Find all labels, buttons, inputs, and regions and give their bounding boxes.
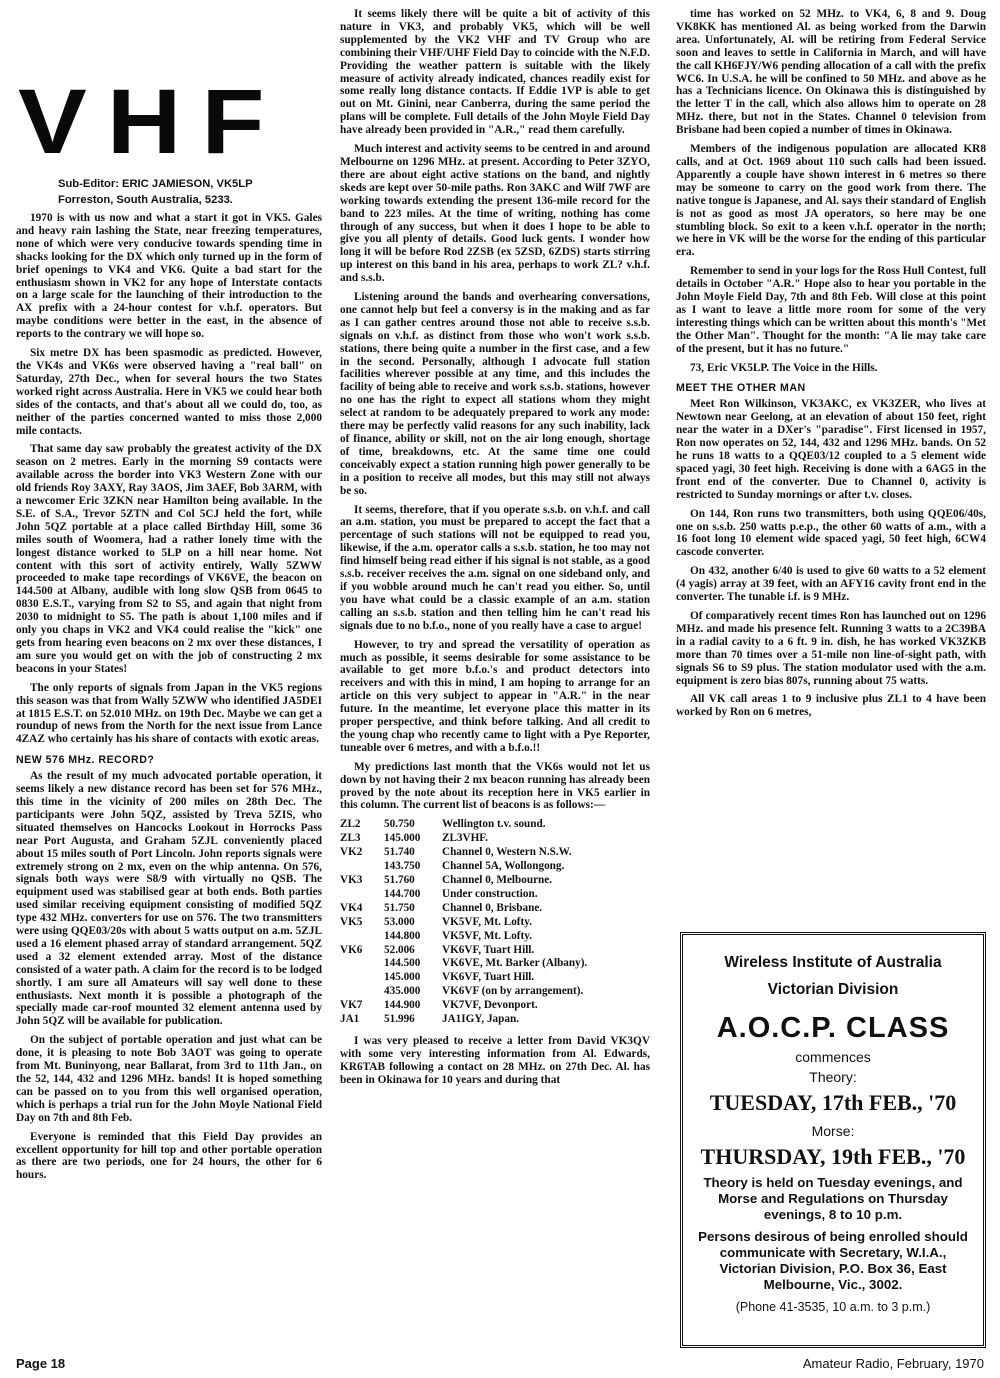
paragraph: Much interest and activity seems to be centred in and around Melbourne on 1296 MHz. at present. According to Peter 3ZYO, there are about eight active stations on the band, and nightly skeds are kept over 50-mile paths. Ron 3AKC and Wilf 7WF are working towards extending the present 136-mile record for the band to 223 miles. At the time of writing, nothing has come through of any success, but when it does I hope to be able to give you all plenty of details. Good luck gents. I wonder how long it will be before Rod 2ZSB (ex 5ZSD, 6ZDS) starts stirring up interest on this band in his area, perhaps to work ZL? v.h.f. and s.s.b.: [340, 143, 650, 285]
beacon-freq: 145.000: [384, 971, 421, 984]
beacon-freq: 51.996: [384, 1013, 415, 1026]
beacon-call: [340, 957, 384, 971]
beacon-freq: 435.000: [384, 985, 421, 998]
beacon-call: [340, 930, 384, 944]
beacon-row: [340, 930, 587, 944]
beacon-call: ZL3: [340, 832, 361, 845]
beacon-row: [340, 888, 587, 902]
beacon-desc: VK6VF, Tuart Hill.: [442, 943, 535, 956]
beacon-row: [340, 1013, 587, 1027]
beacon-row: [340, 985, 587, 999]
beacon-desc: Channel 0, Melbourne.: [442, 874, 553, 886]
paragraph: It seems likely there will be quite a bit of activity of this nature in VK3, and probably VK5, which will be well supplemented by the VK2 VHF and TV Group who are combining their VHF/UHF Field Day to coincide with the N.F.D. Providing the weather pattern is suitable with the likely measure of activity already indicated, chances readily exist for some really long distance contacts. If Eddie 1VP is able to get out on Mt. Ginini, near Canberra, during the same period the plans will be complete. Full details of the John Moyle Field Day have already been provided in "A.R.," read them carefully.: [340, 8, 650, 137]
beacon-row: [340, 846, 587, 860]
paragraph: I was very pleased to receive a letter from David VK3QV with some very interesting information from Al. Edwards, KR6TAB following a contact on 28 MHz. on 27th Dec. Al. has been in Okinawa for 10 years and during that: [340, 1034, 650, 1086]
address-line: Forreston, South Australia, 5233.: [58, 194, 233, 206]
section-heading: MEET THE OTHER MAN: [676, 382, 806, 395]
section-title: VHF: [18, 71, 285, 173]
magazine-issue: Amateur Radio, February, 1970: [802, 1356, 984, 1371]
ad-commences: commences: [795, 1049, 871, 1065]
ad-enrol: Persons desirous of being enrolled should communicate with Secretary, W.I.A., Victorian Division, P.O. Box 36, East Melbourne, Vic., 3002.: [698, 1229, 968, 1292]
paragraph: My predictions last month that the VK6s would not let us down by not having their 2 mx beacon running has already been proved by the note about its reception here in VK5 earlier in this column. The current list of beacons is as follows:—: [340, 760, 650, 812]
beacon-desc: Channel 0, Western N.S.W.: [442, 846, 572, 859]
ad-info: Theory is held on Tuesday evenings, and Morse and Regulations on Thursday evenings, 8 to 10 p.m.: [703, 1175, 963, 1222]
ad-title: A.O.C.P. CLASS: [716, 1012, 950, 1044]
beacon-call: VK5: [340, 915, 363, 928]
beacon-freq: 144.700: [384, 887, 421, 900]
beacon-desc: VK5VF, Mt. Lofty.: [442, 929, 533, 942]
beacon-freq: 145.000: [384, 832, 421, 845]
beacon-desc: VK7VF, Devonport.: [442, 999, 538, 1012]
ad-morse-label: Morse:: [811, 1123, 855, 1139]
column-2: [340, 8, 650, 1362]
ad-theory-date: TUESDAY, 17th FEB., '70: [709, 1090, 957, 1115]
paragraph: The only reports of signals from Japan in the VK5 regions this season was that from Wally 5ZWW who identified JA5DEI at 1815 E.S.T. on 52.010 MHz. on 19th Dec. Maybe we can get a roundup of news from the North for the next issue from Lance 4ZAZ who certainly has his share of contacts with exotic areas.: [16, 681, 322, 746]
beacon-freq: 144.800: [384, 929, 421, 942]
beacon-call: [340, 860, 384, 874]
beacon-freq: 144.900: [384, 999, 421, 1012]
column-3: [676, 8, 986, 908]
beacon-call: [340, 971, 384, 985]
beacon-row: [340, 944, 587, 958]
paragraph: Remember to send in your logs for the Ross Hull Contest, full details in October "A.R." Hope also to hear you portable in the John Moyle Field Day, 7th and 8th Feb. Will close at this point as I want to leave a little more room for some of the very interesting things which can be written about this month's "Met the Other Man". Thought for the month: "A lie may take care of the present, but it has no future.": [676, 265, 986, 355]
beacon-freq: 50.750: [384, 818, 415, 831]
ad-division: Victorian Division: [767, 981, 899, 998]
paragraph: All VK call areas 1 to 9 inclusive plus ZL1 to 4 have been worked by Ron on 6 metres,: [676, 693, 986, 719]
beacon-call: VK3: [340, 874, 363, 886]
signoff: 73, Eric VK5LP. The Voice in the Hills.: [690, 361, 878, 374]
beacon-freq: 51.740: [384, 846, 415, 859]
beacon-row: [340, 971, 587, 985]
paragraph: However, to try and spread the versatility of operation as much as possible, it seems desirable for some assistance to be available to get more b.f.o.'s and product detectors into receivers and with this in mind, I am hoping to arrange for an article on this very subject to appear in "A.R." in the near future. In the meantime, let everyone place this matter in its proper perspective, and think before talking. And all credit to the young chap who recently came to light with a Pye Reporter, tuneable over 6 metres, and with a b.f.o.!!: [340, 638, 650, 754]
beacon-call: VK2: [340, 846, 363, 859]
beacon-desc: ZL3VHF.: [442, 832, 488, 845]
paragraph: That same day saw probably the greatest activity of the DX season on 2 metres. Early in the morning S9 contacts were available across the border into VK3 Western Zone with our old friends Roy 3AXY, Ray 3AOS, Jim 3AEF, Bob 3ARM, with a newcomer Eric 3ZKN near Hamilton being available. In the S.E. of S.A., Trevor 5ZTN and Col 5CJ held the fort, while John 5QZ portable at a place called Birthday Hill, some 36 miles south of Woomera, had a rather lonely time with the longest distance worked to 5LP on a hill near home. Not content with this sort of activity entirely, Wally 5ZWW proceeded to make tape recordings of VK6VE, the beacon on 144.500 at Albany, audible with long slow QSB from 0645 to 0830 E.S.T., varying from S2 to S5, and again that night from 2030 to midnight to S5. The path is about 1,100 miles and if only you chaps in VK2 and VK4 could realise the "kick" one gets from hearing even beacons on 2 mx over these distances, I am sure you would get on with the job of constructing 2 mx beacons in your States!: [16, 443, 322, 675]
beacon-row: [340, 818, 587, 832]
beacon-desc: Channel 0, Brisbane.: [442, 901, 543, 914]
beacon-call: JA1: [340, 1013, 360, 1026]
ad-theory-label: Theory:: [809, 1069, 857, 1085]
paragraph: Meet Ron Wilkinson, VK3AKC, ex VK3ZER, who lives at Newtown near Geelong, at an elevation of about 150 feet, right near the water in a DXer's "paradise". First licensed in 1957, Ron now operates on 52, 144, 432 and 1296 MHz. bands. On 52 he runs 18 watts to a QQE03/12 coupled to a 5 element wide spaced yagi, 30 feet high. Receiving is done with a 6AG5 in the front end of the converter. Due to Channel 0, activity is restricted to Sunday mornings or after t.v. closes.: [676, 398, 986, 501]
paragraph: On 144, Ron runs two transmitters, both using QQE06/40s, one on s.s.b. 250 watts p.e.p., the other 60 watts of a.m., with a 16 foot long 10 element wide spaced yagi, 50 feet high, 6CW4 cascode converter.: [676, 507, 986, 559]
beacon-row: [340, 957, 587, 971]
paragraph: 1970 is with us now and what a start it got in VK5. Gales and heavy rain lashing the State, near freezing temperatures, none of which were very conducive towards spending time in shacks looking for the DX which only turned up in the form of brief openings to VK4 and VK6. Quite a bad start for the enthusiasm shown in VK2 for any hope of Interstate contacts on a large scale for the launching of their introduction to the AX prefix with a 24-hour contest for v.h.f. operators. But maybe conditions were better in the east, in the absence of reports to the contrary we will hope so.: [16, 212, 322, 341]
section-heading: NEW 576 MHz. RECORD?: [16, 754, 155, 767]
beacon-row: [340, 874, 587, 888]
ad-morse-date: THURSDAY, 19th FEB., '70: [700, 1144, 966, 1169]
beacon-call: [340, 888, 384, 902]
paragraph: On 432, another 6/40 is used to give 60 watts to a 52 element (4 yagis) array at 39 feet, with an AFY16 cavity front end in the converter. The tunable i.f. is 9 MHz.: [676, 565, 986, 604]
beacon-desc: VK6VE, Mt. Barker (Albany).: [442, 957, 588, 970]
subeditor-block: [58, 176, 318, 208]
beacon-desc: Channel 5A, Wollongong.: [442, 860, 565, 873]
paragraph: Everyone is reminded that this Field Day provides an excellent opportunity for hill top and other portable operation as there are two periods, one for 24 hours, the other for 6 hours.: [16, 1130, 322, 1182]
beacon-call: VK6: [340, 943, 363, 956]
beacon-row: [340, 999, 587, 1013]
aocp-class-advertisement: [680, 932, 986, 1348]
beacon-desc: Under construction.: [442, 887, 538, 900]
paragraph: Of comparatively recent times Ron has launched out on 1296 MHz. and made his presence felt. Running 3 watts to a 2C39BA in a radial cavity to a 6 ft. 9 in. dish, he has worked VK3ZKB more than 70 times over a 51-mile non line-of-sight path, with signals S6 to S9 plus. The station modulator used with the a.m. equipment is zero bias 807s, running about 75 watts.: [676, 609, 986, 687]
beacon-call: VK7: [340, 999, 363, 1012]
paragraph: On the subject of portable operation and just what can be done, it is pleasing to note Bob 3AOT was going to operate from Mt. Buninyong, near Ballarat, from 3rd to 11th Jan., on the 52, 144, 432 and 1296 MHz. bands! It is hoped something can be passed on to you from this well organised operation, which is perhaps a trial run for the John Moyle National Field Day on 7th and 8th Feb.: [16, 1034, 322, 1124]
paragraph: time has worked on 52 MHz. to VK4, 6, 8 and 9. Doug VK8KK has mentioned Al. as being worked from the Darwin area. Unfortunately, Al. will be retiring from Federal Service soon and leaves to settle in California in March, and will have the call KH6FJY/W6 pending allocation of a call with the prefix WC6. In U.S.A. he will be confined to 50 MHz. and above as he has a Technicians licence. On Okinawa this is distinguished by the letter T in the call, which also allows him to operate on 28 MHz. there, but not in the States. Channel 0 television from Brisbane had been copied a number of times in Okinawa.: [676, 8, 986, 137]
paragraph: Six metre DX has been spasmodic as predicted. However, the VK4s and VK6s were observed having a "real ball" on Saturday, 27th Dec., when for several hours the two States worked right across Australia. Here in VK5 we could hear both sides of the contacts, and that's about all we could do, too, as neither of the parties concerned wanted to miss those 2,000 mile contacts.: [16, 347, 322, 437]
paragraph: As the result of my much advocated portable operation, it seems likely a new distance record has been set for 576 MHz., this time in the vicinity of 200 miles on 28th Dec. The participants were John 5QZ, assisted by Treva 5ZIS, who situated themselves on Hancocks Lookout in Horrocks Pass near Port Augusta, and Graham 5ZJL conveniently placed about 15 miles south of Port Lincoln. John reports signals were extremely strong on 2 mx, even on the whip antenna. On 576, signals both ways were S8/9 with virtually no QSB. The equipment used was stabilised gear at both ends. Both parties used similar receiving equipment consisting of modified 5QZ type 432 MHz. converters for use on 576. The two transmitters were using QQE03/20s with about 5 watts output on a.m. 5ZJL used a 16 element phased array of standard arrangement. 5QZ used a 32 element extended array. Most of the distance consisted of a water path. A claim for the record is to be lodged shortly. I am sure all Amateurs will say well done to these enthusiasts. Next month it is possible a photograph of the specially made car-roof mounted 32 element antenna used by John 5QZ will be available for publication.: [16, 770, 322, 1028]
beacon-call: VK4: [340, 901, 363, 914]
beacon-freq: 51.750: [384, 901, 415, 914]
paragraph: Listening around the bands and overhearing conversations, one cannot help but feel a conversy is in the making and as far as I can gather centres around those not able to receive s.s.b. signals on v.h.f. as distinct from those who won't work s.s.b. stations, there being quite a number in the first case, and a few in the second. Personally, although I advocate full station facilities wherever possible at any time, and this includes the facility of being able to receive and work s.s.b. stations, however no one has the right to expect all stations whom they might select at random to be adequately prepared to work any mode: there may be perfectly valid reasons for any such inability, lack of finance, ability or skill, not on the air long enough, shortage of time, breakdowns, etc. At the same time one could conceivably expect a station running high power generally to be in a position to receive all modes, but this may still not always be so.: [340, 291, 650, 497]
beacon-call: ZL2: [340, 818, 361, 831]
beacon-desc: VK5VF, Mt. Lofty.: [442, 915, 533, 928]
beacon-freq: 52.006: [384, 943, 415, 956]
ad-organisation: Wireless Institute of Australia: [724, 954, 942, 971]
beacon-freq: 53.000: [384, 915, 415, 928]
beacon-freq: 51.760: [384, 874, 415, 886]
beacon-desc: Wellington t.v. sound.: [442, 818, 546, 831]
beacon-row: [340, 916, 587, 930]
beacon-row: [340, 832, 587, 846]
beacon-desc: JA1IGY, Japan.: [442, 1013, 519, 1026]
beacon-desc: VK6VF (on by arrangement).: [442, 985, 584, 998]
ad-phone: (Phone 41-3535, 10 a.m. to 3 p.m.): [735, 1300, 931, 1314]
beacon-row: [340, 860, 587, 874]
paragraph: Members of the indigenous population are allocated KR8 calls, and at Oct. 1969 about 110 such calls had been issued. Apparently a couple have shown interest in 6 metres so there may be someone to carry on the good work from there. The native tongue is Japanese, and Al. says their standard of English is not as good as most JA operators, so here may be one stumbling block. So exit to a keen v.h.f. operator in the north; we here in VK will be the worse for the ending of this particular era.: [676, 143, 986, 259]
column-1: [16, 212, 322, 1362]
beacon-call: [340, 985, 384, 999]
beacon-table: [340, 818, 587, 1027]
masthead: [18, 71, 318, 173]
page-number: Page 18: [16, 1356, 66, 1371]
beacon-freq: 143.750: [384, 860, 421, 873]
beacon-desc: VK6VF, Tuart Hill.: [442, 971, 535, 984]
paragraph: It seems, therefore, that if you operate s.s.b. on v.h.f. and call an a.m. station, you must be prepared to accept the fact that a percentage of such stations will not be equipped to read you, likewise, if the a.m. operator calls a s.s.b. station, he too may not find himself being read either if his signal is not stable, as a good s.s.b. receiver receives the a.m. signal on one sideband only, and if you wobble around much he can't read you either. So, until you have what could be a classic example of an a.m. station calling an s.s.b. station and then telling him he can't read his signals due to no b.f.o., none of you really have a case to argue!: [340, 503, 650, 632]
beacon-row: [340, 902, 587, 916]
subeditor-line: Sub-Editor: ERIC JAMIESON, VK5LP: [58, 178, 253, 190]
beacon-freq: 144.500: [384, 957, 421, 970]
